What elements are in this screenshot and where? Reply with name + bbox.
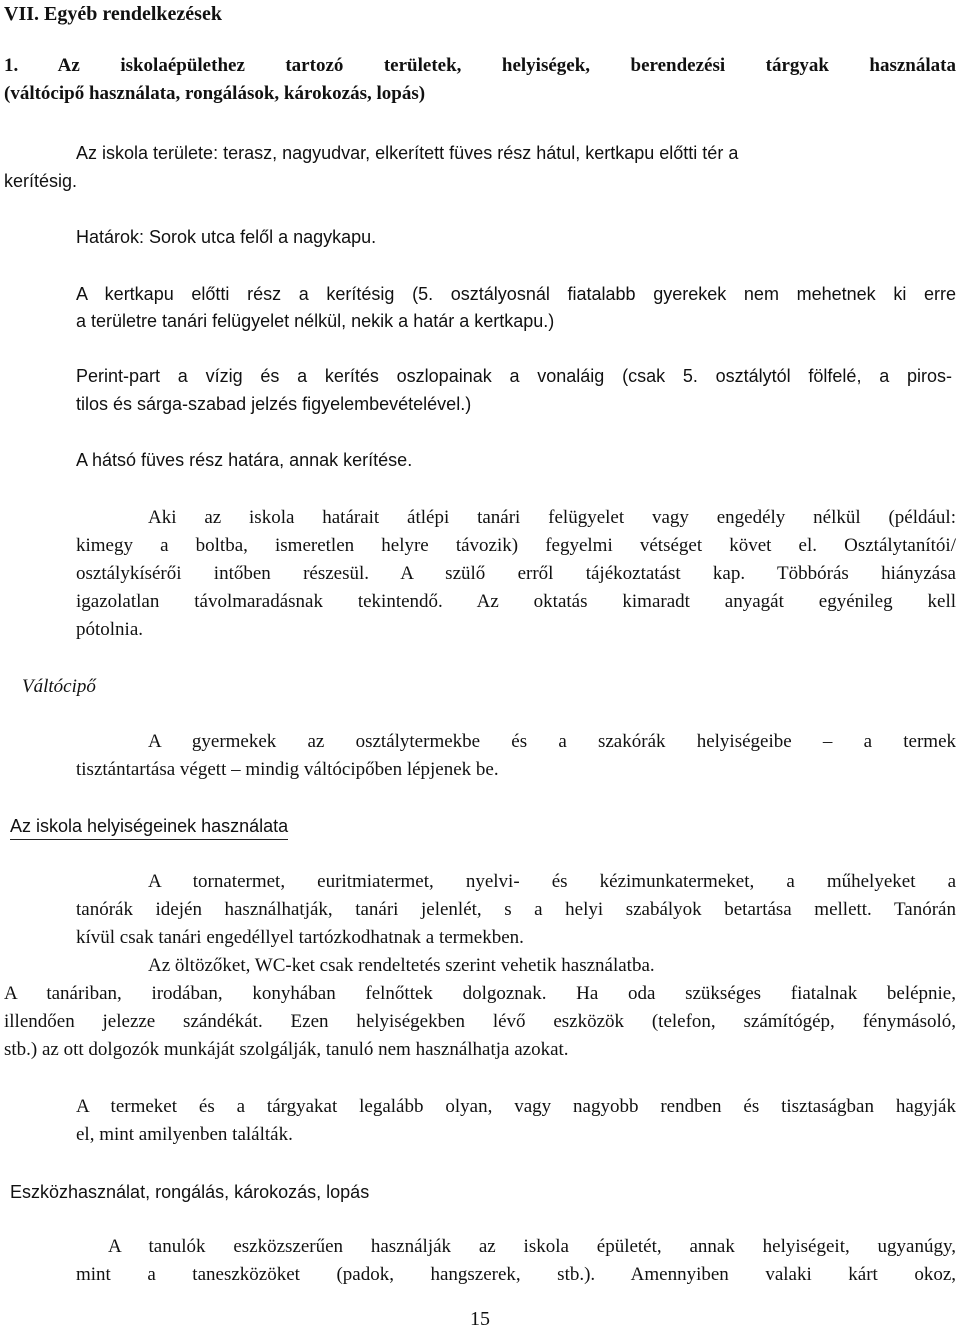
border-front-gate: Határok: Sorok utca felől a nagykapu. bbox=[76, 227, 377, 247]
rooms-p4-line2: el, mint amilyenben találták. bbox=[76, 1124, 293, 1145]
slippers-heading: Váltócipő bbox=[22, 676, 96, 697]
rooms-p1-line2: tanórák idején használhatják, tanári jelenlét, s a helyi szabályok betartása mellett. Tanórán bbox=[76, 899, 956, 920]
border-garden-gate-line2: a területre tanári felügyelet nélkül, nekik a határ a kertkapu.) bbox=[76, 311, 555, 331]
equipment-heading: Eszközhasználat, rongálás, károkozás, lopás bbox=[10, 1182, 370, 1202]
equipment-line2: mint a taneszközöket (padok, hangszerek, stb.). Amennyiben valaki kárt okoz, bbox=[76, 1264, 956, 1285]
border-garden-gate-line1: A kertkapu előtti rész a kerítésig (5. osztályosnál fiatalabb gyerekek nem mehetnek ki erre bbox=[76, 284, 956, 304]
leaving-line2: kimegy a boltba, ismeretlen helyre távozik) fegyelmi vétséget követ el. Osztálytanítói/ bbox=[76, 535, 956, 556]
border-riverbank-line1: Perint-part a vízig és a kerítés oszlopainak a vonaláig (csak 5. osztálytól fölfelé, a piros- bbox=[76, 366, 952, 386]
slippers-line1: A gyermekek az osztálytermekbe és a szakórák helyiségeibe – a termek bbox=[148, 731, 956, 752]
rooms-p3-line3: stb.) az ott dolgozók munkáját szolgálják, tanuló nem használhatja azokat. bbox=[4, 1039, 569, 1060]
rooms-p2: Az öltözőket, WC-ket csak rendeltetés szerint vehetik használatba. bbox=[148, 955, 655, 976]
chapter-title: VII. Egyéb rendelkezések bbox=[4, 3, 222, 25]
rooms-p3-line1: A tanáriban, irodában, konyhában felnőttek dolgoznak. Ha oda szükséges fiatalnak belépnie, bbox=[4, 983, 956, 1004]
territory-line2: kerítésig. bbox=[4, 171, 78, 191]
rooms-p1-line3: kívül csak tanári engedéllyel tartózkodhatnak a termekben. bbox=[76, 927, 524, 948]
rooms-p3-line2: illendően jelezze szándékát. Ezen helyiségekben lévő eszközök (telefon, számítógép, fénymásoló, bbox=[4, 1011, 956, 1032]
rooms-p1-line1: A tornatermet, euritmiatermet, nyelvi- és kézimunkatermeket, a műhelyeket a bbox=[148, 871, 956, 892]
border-riverbank-line2: tilos és sárga-szabad jelzés figyelembevételével.) bbox=[76, 394, 472, 414]
border-back-lawn: A hátsó füves rész határa, annak kerítése. bbox=[76, 450, 413, 470]
rooms-p4-line1: A termeket és a tárgyakat legalább olyan, vagy nagyobb rendben és tisztaságban hagyják bbox=[76, 1096, 956, 1117]
territory-line1: Az iskola területe: terasz, nagyudvar, elkerített füves rész hátul, kertkapu előtti tér a bbox=[76, 143, 739, 163]
section-heading-line2: (váltócipő használata, rongálások, károkozás, lopás) bbox=[4, 83, 426, 104]
leaving-line1: Aki az iskola határait átlépi tanári felügyelet vagy engedély nélkül (például: bbox=[148, 507, 956, 528]
leaving-line5: pótolnia. bbox=[76, 619, 144, 640]
rooms-heading: Az iskola helyiségeinek használata bbox=[10, 814, 288, 840]
section-heading-line1: 1. Az iskolaépülethez tartozó területek, helyiségek, berendezési tárgyak használata bbox=[4, 55, 956, 76]
leaving-line4: igazolatlan távolmaradásnak tekintendő. Az oktatás kimaradt anyagát egyénileg kell bbox=[76, 591, 956, 612]
page-number: 15 bbox=[470, 1308, 490, 1330]
equipment-line1: A tanulók eszközszerűen használják az iskola épületét, annak helyiségeit, ugyanúgy, bbox=[108, 1236, 956, 1257]
leaving-line3: osztálykísérői intőben részesül. A szülő erről tájékoztatást kap. Többórás hiányzása bbox=[76, 563, 956, 584]
slippers-line2: tisztántartása végett – mindig váltócipőben lépjenek be. bbox=[76, 759, 499, 780]
